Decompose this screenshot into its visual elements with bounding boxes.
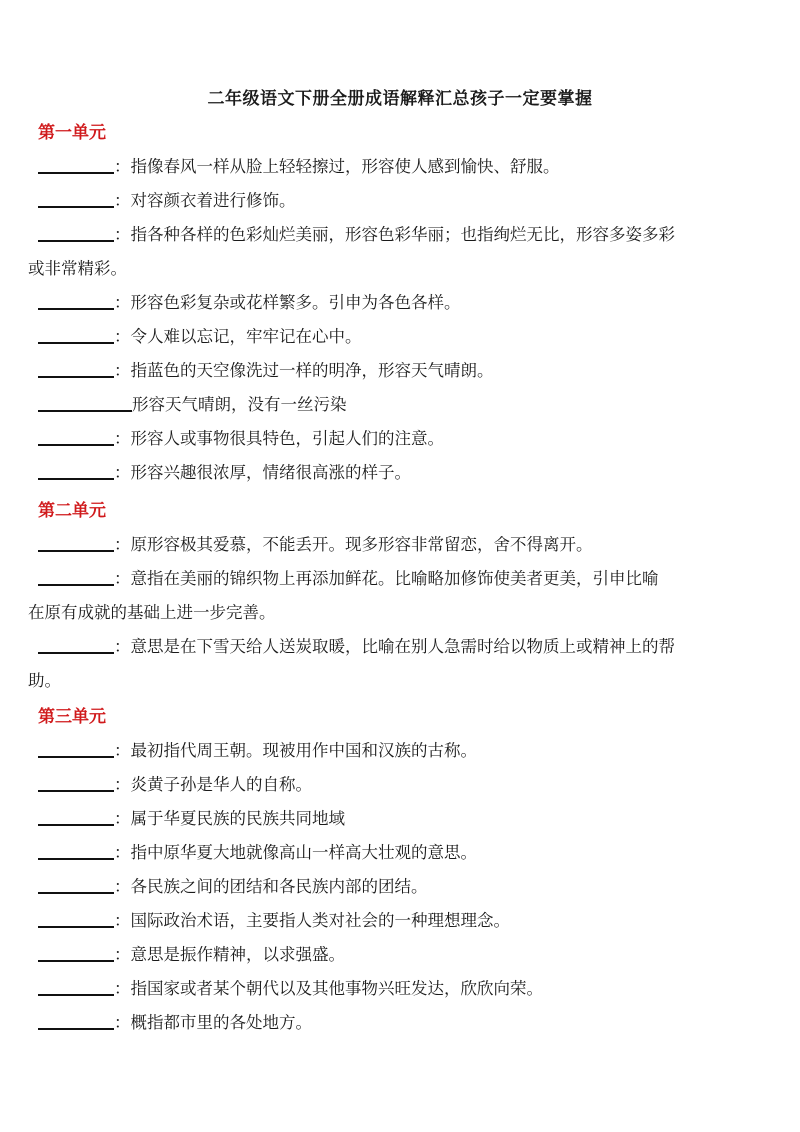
list-item bbox=[28, 562, 768, 622]
list-item bbox=[38, 904, 768, 938]
unit-heading: 第三单元 bbox=[38, 707, 106, 727]
definition-text: ：炎黄子孙是华人的自称。 bbox=[114, 775, 312, 794]
definition-text: ：指蓝色的天空像洗过一样的明净，形容天气晴朗。 bbox=[114, 361, 494, 380]
answer-blank[interactable] bbox=[38, 926, 114, 928]
page-title: 二年级语文下册全册成语解释汇总孩子一定要掌握 bbox=[207, 89, 593, 109]
definition-text: ：国际政治术语，主要指人类对社会的一种理想理念。 bbox=[114, 911, 510, 930]
list-item bbox=[38, 972, 768, 1006]
list-item bbox=[38, 870, 768, 904]
definition-text: ：形容兴趣很浓厚，情绪很高涨的样子。 bbox=[114, 463, 411, 482]
answer-blank[interactable] bbox=[38, 790, 114, 792]
list-item bbox=[38, 528, 768, 562]
answer-blank[interactable] bbox=[38, 240, 114, 242]
answer-blank[interactable] bbox=[38, 584, 114, 586]
unit-heading: 第一单元 bbox=[38, 123, 106, 143]
answer-blank[interactable] bbox=[38, 756, 114, 758]
list-item bbox=[38, 150, 768, 184]
list-item bbox=[38, 388, 768, 422]
definition-text: ：原形容极其爱慕，不能丢开。现多形容非常留恋，舍不得离开。 bbox=[114, 535, 593, 554]
definition-text: ：各民族之间的团结和各民族内部的团结。 bbox=[114, 877, 428, 896]
answer-blank[interactable] bbox=[38, 478, 114, 480]
list-item bbox=[38, 938, 768, 972]
answer-blank[interactable] bbox=[38, 376, 114, 378]
definition-text: ：形容人或事物很具特色，引起人们的注意。 bbox=[114, 429, 444, 448]
list-item bbox=[38, 1006, 768, 1040]
definition-text: ：指国家或者某个朝代以及其他事物兴旺发达，欣欣向荣。 bbox=[114, 979, 543, 998]
list-item bbox=[38, 286, 768, 320]
list-item bbox=[28, 218, 768, 278]
answer-blank[interactable] bbox=[38, 1028, 114, 1030]
list-item bbox=[38, 836, 768, 870]
definition-text: ：对容颜衣着进行修饰。 bbox=[114, 191, 296, 210]
definition-text: ：指中原华夏大地就像高山一样高大壮观的意思。 bbox=[114, 843, 477, 862]
answer-blank[interactable] bbox=[38, 652, 114, 654]
definition-continuation: 或非常精彩。 bbox=[28, 259, 127, 278]
answer-blank[interactable] bbox=[38, 994, 114, 996]
definition-text: ：最初指代周王朝。现被用作中国和汉族的古称。 bbox=[114, 741, 477, 760]
answer-blank[interactable] bbox=[38, 444, 114, 446]
answer-blank[interactable] bbox=[38, 824, 114, 826]
list-item bbox=[38, 354, 768, 388]
definition-continuation: 助。 bbox=[28, 671, 61, 690]
answer-blank[interactable] bbox=[38, 550, 114, 552]
answer-blank[interactable] bbox=[38, 892, 114, 894]
answer-blank[interactable] bbox=[38, 960, 114, 962]
list-item bbox=[38, 184, 768, 218]
definition-text: ：概指都市里的各处地方。 bbox=[114, 1013, 312, 1032]
definition-text: ：形容色彩复杂或花样繁多。引申为各色各样。 bbox=[114, 293, 461, 312]
definition-text: ：意思是振作精神，以求强盛。 bbox=[114, 945, 345, 964]
list-item bbox=[38, 768, 768, 802]
answer-blank[interactable] bbox=[38, 308, 114, 310]
list-item bbox=[38, 456, 768, 490]
definition-text: 形容天气晴朗，没有一丝污染 bbox=[132, 395, 347, 414]
answer-blank[interactable] bbox=[38, 410, 132, 412]
definition-text: ：意思是在下雪天给人送炭取暖，比喻在别人急需时给以物质上或精神上的帮 bbox=[114, 637, 675, 656]
list-item bbox=[38, 802, 768, 836]
list-item bbox=[38, 734, 768, 768]
list-item bbox=[38, 422, 768, 456]
definition-text: ：令人难以忘记，牢牢记在心中。 bbox=[114, 327, 362, 346]
answer-blank[interactable] bbox=[38, 172, 114, 174]
definition-text: ：属于华夏民族的民族共同地域 bbox=[114, 809, 345, 828]
list-item bbox=[28, 630, 768, 690]
definition-text: ：指各种各样的色彩灿烂美丽，形容色彩华丽；也指绚烂无比，形容多姿多彩 bbox=[114, 225, 675, 244]
answer-blank[interactable] bbox=[38, 206, 114, 208]
definition-continuation: 在原有成就的基础上进一步完善。 bbox=[28, 603, 276, 622]
answer-blank[interactable] bbox=[38, 858, 114, 860]
answer-blank[interactable] bbox=[38, 342, 114, 344]
definition-text: ：指像春风一样从脸上轻轻擦过，形容使人感到愉快、舒服。 bbox=[114, 157, 560, 176]
list-item bbox=[38, 320, 768, 354]
definition-text: ：意指在美丽的锦织物上再添加鲜花。比喻略加修饰使美者更美，引申比喻 bbox=[114, 569, 659, 588]
unit-heading: 第二单元 bbox=[38, 501, 106, 521]
